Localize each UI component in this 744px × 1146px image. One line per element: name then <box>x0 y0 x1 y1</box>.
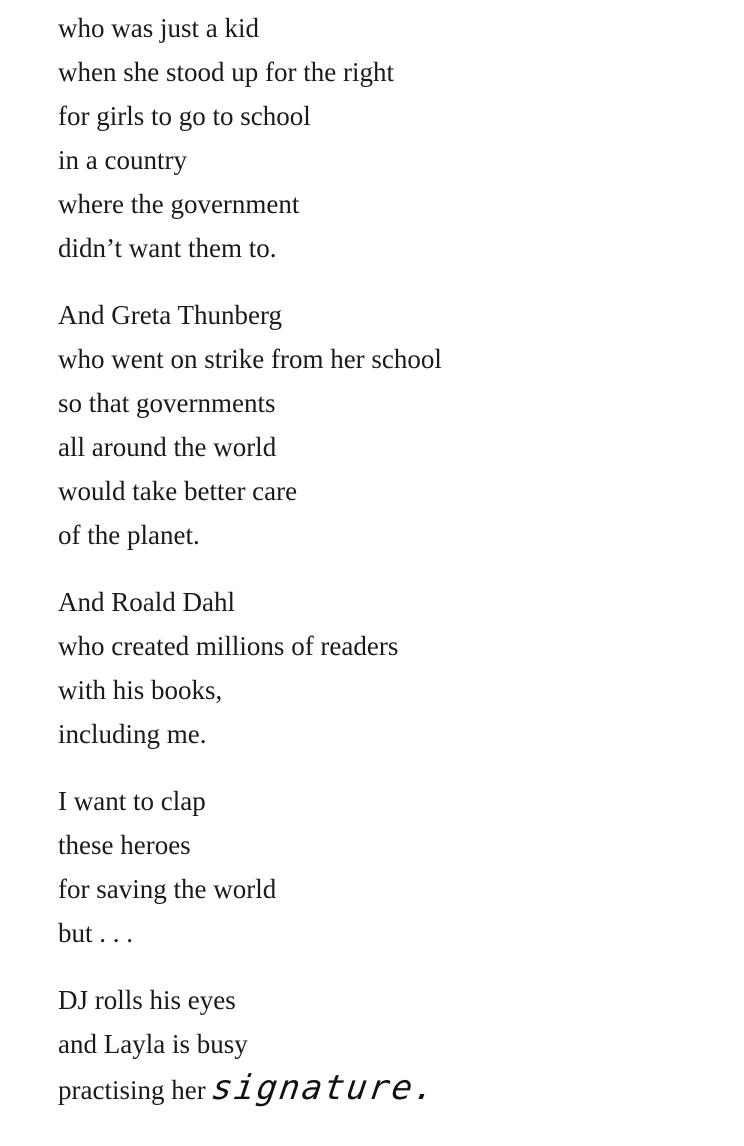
stanza-2 <box>58 293 718 557</box>
poem-line: And Greta Thunberg <box>58 300 282 330</box>
poem-line: who went on strike from her school <box>58 344 442 374</box>
poem-line-text: practising her <box>58 1075 206 1105</box>
poem-line: And Roald Dahl <box>58 587 235 617</box>
poem-line: for girls to go to school <box>58 101 311 131</box>
poem-line: didn’t want them to. <box>58 233 277 263</box>
poem-line: would take better care <box>58 476 298 506</box>
poem-line: with his books, <box>58 675 223 705</box>
poem-line-final <box>58 1066 718 1110</box>
stanza-3 <box>58 580 718 756</box>
stanza-4 <box>58 779 718 955</box>
handwritten-signature-word: signature. <box>208 1068 440 1108</box>
poem-line: these heroes <box>58 830 191 860</box>
poem-line: all around the world <box>58 432 277 462</box>
poem-line: but . . . <box>58 918 134 948</box>
poem-line: when she stood up for the right <box>58 57 394 87</box>
stanza-5 <box>58 978 718 1110</box>
poem-line: and Layla is busy <box>58 1029 248 1059</box>
poem-line: so that governments <box>58 388 276 418</box>
poem-line: where the government <box>58 189 300 219</box>
stanza-1 <box>58 6 718 270</box>
poem-line: of the planet. <box>58 520 200 550</box>
poem-page <box>58 6 718 1133</box>
poem-line: I want to clap <box>58 786 206 816</box>
poem-line: in a country <box>58 145 187 175</box>
poem-line: DJ rolls his eyes <box>58 985 236 1015</box>
poem-line: including me. <box>58 719 207 749</box>
poem-line: who created millions of readers <box>58 631 399 661</box>
poem-line: who was just a kid <box>58 13 259 43</box>
poem-line: for saving the world <box>58 874 277 904</box>
